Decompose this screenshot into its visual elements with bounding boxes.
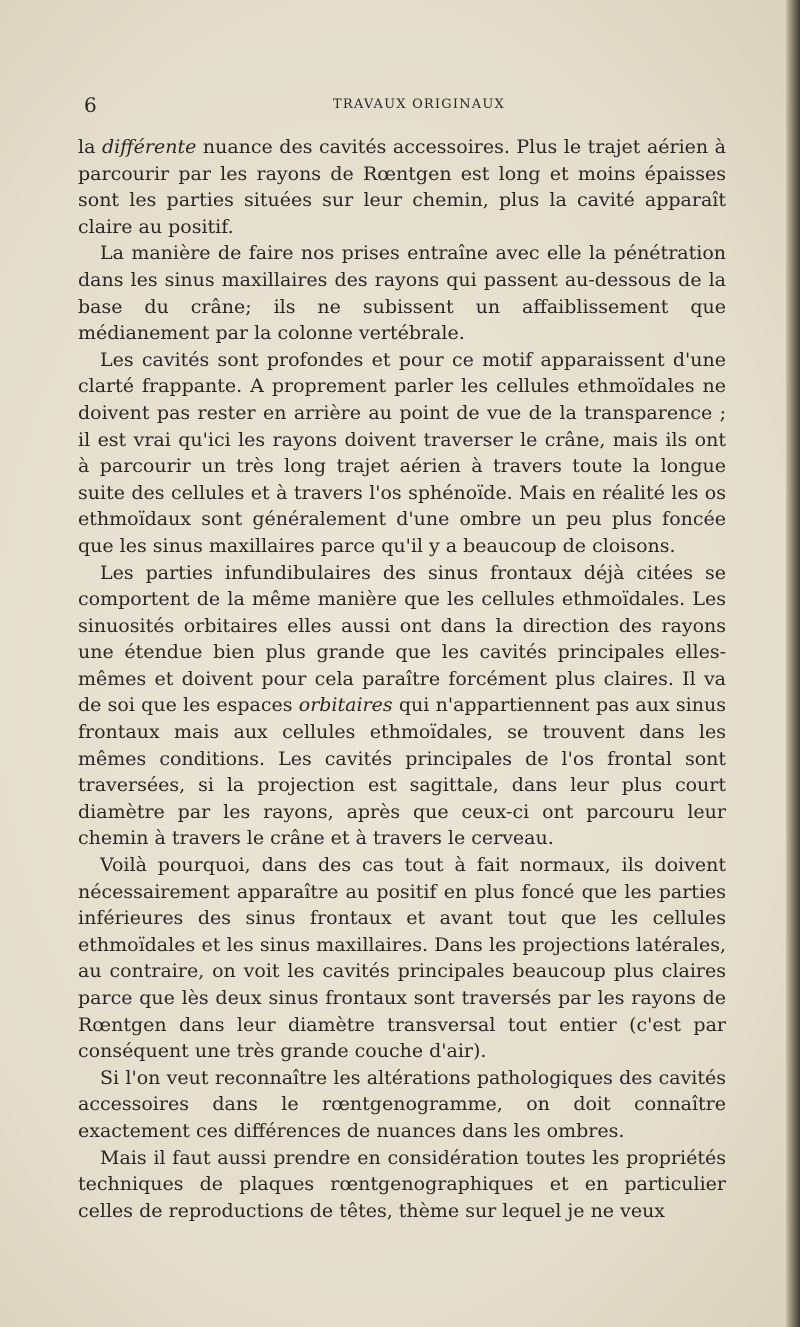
- emphasis-word: orbitaires: [298, 694, 393, 717]
- page-number: 6: [84, 93, 97, 117]
- running-title: TRAVAUX ORIGINAUX: [333, 97, 505, 112]
- paragraph-6: Si l'on veut reconnaître les altérations pathologiques des cavités accessoires dans le rœntgenogramme, on doit connaître exactement ces différences de nuances dans les ombres.: [78, 1066, 726, 1142]
- paragraph-4: [78, 560, 726, 853]
- paragraph-text: qui n'appartiennent pas aux sinus frontaux mais aux cellules ethmoïdales, se trouvent dans les mêmes conditions. Les cavités principales de l'os frontal sont traversées, si la projection est sagittale, dans leur plus court diamètre par les rayons, après que ceux-ci ont parcouru leur chemin à travers le crâne et à travers le cerveau.: [78, 694, 726, 850]
- paragraph-text: nuance des cavités accessoires. Plus le trajet aérien à parcourir par les rayons de Rœntgen est long et moins épaisses sont les parties situées sur leur chemin, plus la cavité apparaît claire au positif.: [78, 136, 727, 238]
- paragraph-5: Voilà pourquoi, dans des cas tout à fait normaux, ils doivent nécessairement apparaître au positif en plus foncé que les parties inférieures des sinus frontaux et avant tout que les cellules ethmoïdales et les sinus maxillaires. Dans les projections latérales, au contraire, on voit les cavités principales beaucoup plus claires parce que lès deux sinus frontaux sont traversés par les rayons de Rœntgen dans leur diamètre transversal tout entier (c'est par conséquent une très grande couche d'air).: [78, 854, 726, 1063]
- paragraph-3: Les cavités sont profondes et pour ce motif apparaissent d'une clarté frappante. A proprement parler les cellules ethmoïdales ne doivent pas rester en arrière au point de vue de la transparence ; il est vrai qu'ici les rayons doivent traverser le crâne, mais ils ont à parcourir un très long trajet aérien à travers toute la longue suite des cellules et à travers l'os sphénoïde. Mais en réalité les os ethmoïdaux sont généralement d'une ombre un peu plus foncée que les sinus maxillaires parce qu'il y a beaucoup de cloisons.: [78, 348, 726, 557]
- page-edge-shadow: [786, 0, 800, 1327]
- paragraph-2: La manière de faire nos prises entraîne avec elle la pénétration dans les sinus maxillaires des rayons qui passent au-dessous de la base du crâne; ils ne subissent un affaiblissement que médianement par la colonne vertébrale.: [78, 242, 726, 345]
- emphasis-word: différente: [101, 136, 197, 158]
- paragraph-7: Mais il faut aussi prendre en considération toutes les propriétés techniques de plaques rœntgenographiques et en particulier celles de reproductions de têtes, thème sur lequel je ne veux: [78, 1146, 726, 1222]
- body-text: [78, 134, 726, 1224]
- paragraph-text: la: [78, 136, 102, 158]
- page-header: [84, 93, 724, 117]
- paragraph-1: [78, 134, 726, 240]
- paragraph-text: Les parties infundibulaires des sinus frontaux déjà citées se comportent de la même manière que les cellules ethmoïdales. Les sinuosités orbitaires elles aussi ont dans la direction des rayons une étendue bien plus grande que les cavités principales elles-mêmes et doivent pour cela paraître forcément plus claires. Il va de soi que les espaces: [78, 561, 726, 717]
